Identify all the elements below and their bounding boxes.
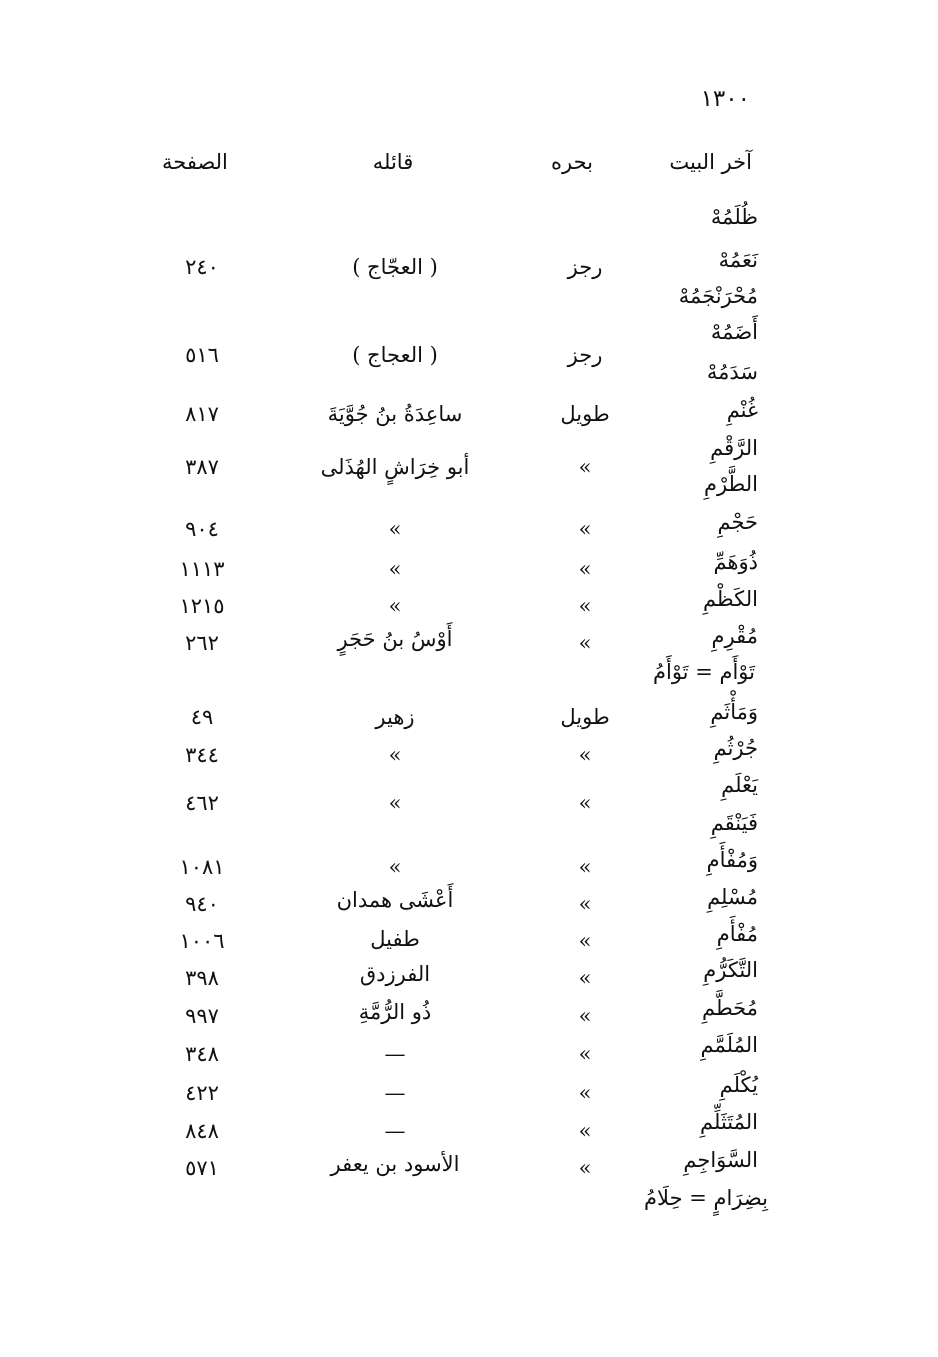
header-meter: بحره: [551, 150, 593, 174]
verse-ending: بِضِرَامٍ = حِلَامُ: [644, 1186, 768, 1210]
poet-cell: »: [388, 791, 402, 815]
verse-ending: مُقْرِمِ: [711, 624, 758, 648]
poet-cell: —: [384, 1042, 406, 1066]
meter-cell: »: [578, 855, 592, 879]
verse-ending: أَضَمُهْ: [710, 320, 758, 344]
verse-ending: الطَّرْمِ: [703, 472, 758, 496]
verse-ending: يُكْلَمِ: [719, 1073, 758, 1097]
page-cell: ٥١٦: [185, 343, 219, 367]
poet-cell: »: [388, 594, 402, 618]
meter-cell: طويل: [560, 402, 610, 426]
meter-cell: »: [578, 743, 592, 767]
poet-cell: »: [388, 557, 402, 581]
header-poet: قائله: [372, 150, 414, 174]
meter-cell: »: [578, 594, 592, 618]
meter-cell: »: [578, 892, 592, 916]
verse-ending: حَجْمِ: [717, 510, 758, 534]
meter-cell: »: [578, 1119, 592, 1143]
page-number: ١٣٠٠: [700, 86, 750, 112]
meter-cell: »: [578, 1081, 592, 1105]
poet-cell: زهير: [375, 705, 415, 729]
page-cell: ١٠٠٦: [179, 929, 225, 953]
meter-cell: »: [578, 929, 592, 953]
header-end-of-verse: آخر البيت: [669, 150, 752, 174]
page-cell: ٥٧١: [185, 1156, 219, 1180]
header-page: الصفحة: [162, 150, 228, 174]
page-cell: ٤٢٢: [185, 1081, 219, 1105]
verse-ending: تَوْأَم = تَوْأَمُ: [652, 660, 755, 684]
verse-ending: التَّكَرُّمِ: [703, 958, 758, 982]
meter-cell: »: [578, 1042, 592, 1066]
verse-ending: المُلَمَّمِ: [700, 1033, 758, 1057]
verse-ending: مُحْرَنْجَمُهْ: [678, 284, 758, 308]
verse-ending: ذُوَهَمِّ: [713, 550, 758, 574]
page-cell: ٩٤٠: [185, 892, 219, 916]
poet-cell: الأسود بن يعفر: [330, 1152, 460, 1176]
poet-cell: أَعْشَى همدان: [336, 888, 454, 912]
poet-cell: أبو خِرَاشٍ الهُذَلى: [320, 455, 470, 479]
meter-cell: »: [578, 1004, 592, 1028]
verse-ending: السَّوَاجِمِ: [683, 1148, 758, 1172]
verse-ending: المُتَثَلِّمِ: [700, 1110, 758, 1134]
verse-ending: جُرْثُمِ: [713, 736, 758, 760]
poet-cell: —: [384, 1119, 406, 1143]
page-cell: ١٠٨١: [179, 855, 225, 879]
page-cell: ٣٤٨: [185, 1042, 219, 1066]
verse-ending: فَيَنْقَمِ: [710, 811, 758, 835]
poet-cell: ذُو الرُّمَّةِ: [358, 1000, 432, 1024]
poet-cell: »: [388, 743, 402, 767]
meter-cell: رجز: [567, 343, 603, 367]
verse-ending: مُحَطَّمِ: [701, 996, 758, 1020]
page-cell: ٨١٧: [185, 402, 219, 426]
meter-cell: »: [578, 791, 592, 815]
verse-ending: نَعَمُهْ: [718, 248, 758, 272]
meter-cell: »: [578, 517, 592, 541]
verse-ending: سَدَمُهْ: [706, 360, 758, 384]
verse-ending: غُنْمِ: [726, 398, 758, 422]
meter-cell: »: [578, 455, 592, 479]
poet-cell: »: [388, 517, 402, 541]
verse-ending: يَعْلَمِ: [721, 773, 758, 797]
poet-cell: الفرزدق: [359, 962, 431, 986]
meter-cell: طويل: [560, 705, 610, 729]
verse-ending: مُسْلِمِ: [707, 885, 758, 909]
page-cell: ٢٤٠: [185, 255, 219, 279]
poet-cell: —: [384, 1081, 406, 1105]
poet-cell: طفيل: [370, 927, 420, 951]
page-cell: ١٢١٥: [179, 594, 225, 618]
verse-ending: الكَظْمِ: [702, 587, 758, 611]
poet-cell: ( العجاج ): [352, 343, 438, 367]
verse-ending: وَمَأْثَمِ: [710, 700, 758, 724]
page-cell: ١١١٣: [179, 557, 225, 581]
meter-cell: »: [578, 1156, 592, 1180]
page-cell: ٤٩: [190, 705, 214, 729]
meter-cell: »: [578, 631, 592, 655]
verse-ending: وَمُفْأَمِ: [706, 848, 758, 872]
page-cell: ٤٦٢: [185, 791, 219, 815]
page-cell: ٩٩٧: [185, 1004, 219, 1028]
verse-ending: مُفْأَمِ: [716, 922, 758, 946]
page-cell: ٣٨٧: [185, 455, 219, 479]
page-cell: ٣٩٨: [185, 966, 219, 990]
page-cell: ٩٠٤: [185, 517, 219, 541]
poet-cell: أَوْسُ بنُ حَجَرٍ: [337, 627, 453, 651]
meter-cell: »: [578, 966, 592, 990]
page-cell: ٢٦٢: [185, 631, 219, 655]
meter-cell: »: [578, 557, 592, 581]
meter-cell: رجز: [567, 255, 603, 279]
poet-cell: ( العجّاج ): [352, 255, 438, 279]
poet-cell: »: [388, 855, 402, 879]
poet-cell: ساعِدَةُ بنُ جُوَّيَةَ: [327, 402, 463, 426]
verse-ending: الرَّقْمِ: [710, 436, 758, 460]
verse-ending: ظُلَمُهْ: [710, 205, 758, 229]
page-cell: ٣٤٤: [185, 743, 219, 767]
page-cell: ٨٤٨: [185, 1119, 219, 1143]
